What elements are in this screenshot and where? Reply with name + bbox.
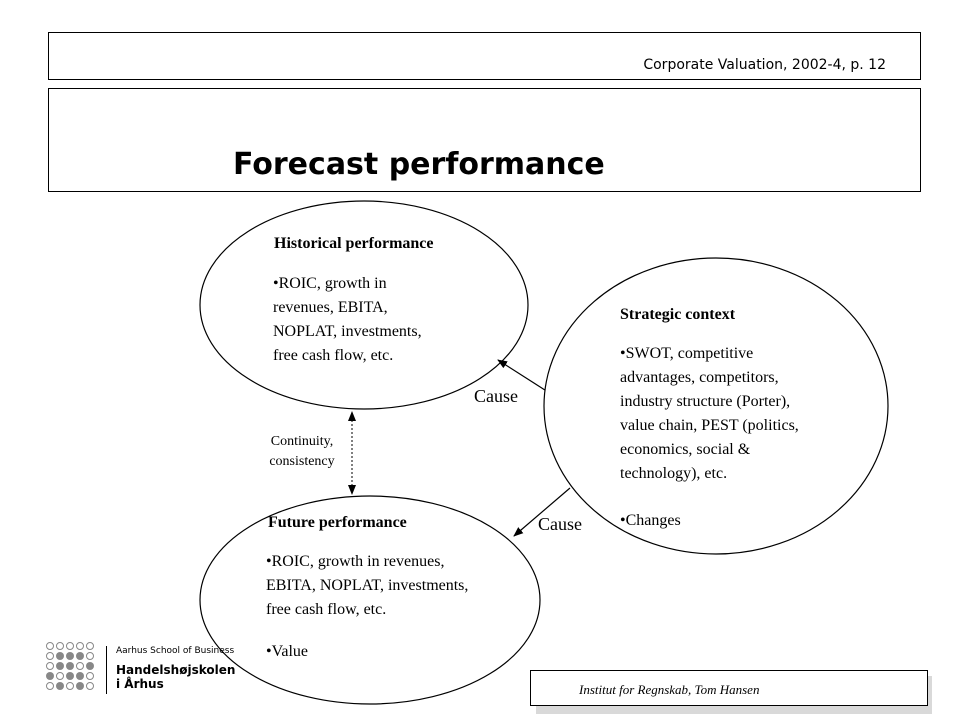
historical-bullet-line: •ROIC, growth in	[273, 275, 387, 292]
cause-label-historical: Cause	[474, 386, 518, 406]
logo-line-2: Handelshøjskolen	[116, 663, 236, 677]
historical-bullet	[273, 272, 503, 368]
logo-divider	[106, 646, 107, 694]
strategic-bullet-line: technology), etc.	[620, 465, 728, 482]
strategic-bullet	[620, 342, 880, 486]
footer-box	[530, 670, 928, 706]
future-bullet-line: EBITA, NOPLAT, investments,	[266, 577, 469, 594]
future-heading: Future performance	[268, 514, 407, 531]
strategic-bullet-line: •SWOT, competitive	[620, 345, 754, 362]
slide-title: Forecast performance	[233, 147, 605, 182]
continuity-label-line: consistency	[269, 454, 335, 469]
strategic-bullet-line: value chain, PEST (politics,	[620, 417, 799, 434]
footer-text: Institut for Regnskab, Tom Hansen	[579, 682, 760, 697]
cause-label-future: Cause	[538, 514, 582, 534]
future-bullet-line: •ROIC, growth in revenues,	[266, 553, 445, 570]
logo-line-1: Aarhus School of Business	[116, 646, 235, 656]
strategic-heading: Strategic context	[620, 306, 736, 323]
aarhus-logo	[44, 640, 236, 701]
logo-line-3: i Århus	[116, 677, 164, 691]
future-bullet-value: •Value	[266, 643, 309, 660]
historical-bullet-line: revenues, EBITA,	[273, 299, 388, 316]
strategic-bullet-line: advantages, competitors,	[620, 369, 779, 386]
future-bullet-line: free cash flow, etc.	[266, 601, 387, 618]
header-text: Corporate Valuation, 2002-4, p. 12	[643, 57, 886, 73]
historical-bullet-line: free cash flow, etc.	[273, 347, 394, 364]
strategic-bullet-line: economics, social &	[620, 441, 751, 458]
continuity-label	[254, 432, 350, 472]
historical-heading: Historical performance	[274, 235, 434, 252]
historical-bullet-line: NOPLAT, investments,	[273, 323, 422, 340]
future-bullet	[266, 550, 546, 622]
logo-dots-icon	[44, 640, 104, 696]
continuity-label-line: Continuity,	[270, 434, 334, 449]
strategic-bullet-line: industry structure (Porter),	[620, 393, 791, 410]
strategic-bullet-changes: •Changes	[620, 512, 681, 529]
